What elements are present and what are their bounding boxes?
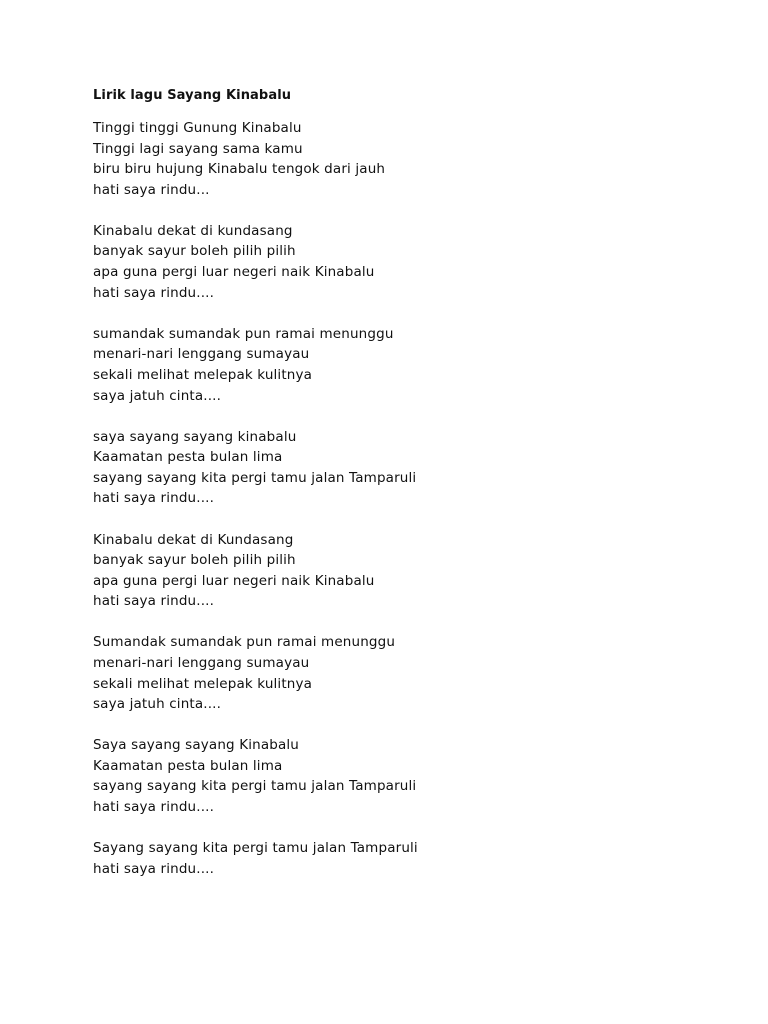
stanza-1 bbox=[93, 118, 693, 200]
lyric-line: saya sayang sayang kinabalu bbox=[93, 428, 297, 445]
stanza-4 bbox=[93, 427, 693, 509]
stanza-8 bbox=[93, 838, 693, 879]
lyric-line: banyak sayur boleh pilih pilih bbox=[93, 552, 296, 569]
lyric-line: hati saya rindu.... bbox=[93, 284, 215, 301]
lyric-line: hati saya rindu.... bbox=[93, 593, 215, 610]
lyric-line: sayang sayang kita pergi tamu jalan Tamparuli bbox=[93, 778, 417, 795]
lyric-line: menari-nari lenggang sumayau bbox=[93, 346, 310, 363]
lyric-line: Tinggi tinggi Gunung Kinabalu bbox=[93, 120, 302, 136]
lyric-line: apa guna pergi luar negeri naik Kinabalu bbox=[93, 572, 375, 589]
lyric-line: hati saya rindu.... bbox=[93, 490, 215, 507]
lyric-line: biru biru hujung Kinabalu tengok dari jauh bbox=[93, 161, 386, 178]
lyrics-content bbox=[93, 86, 693, 900]
lyric-line: menari-nari lenggang sumayau bbox=[93, 654, 310, 671]
lyric-line: Tinggi lagi sayang sama kamu bbox=[93, 140, 303, 157]
lyric-line: saya jatuh cinta.... bbox=[93, 696, 222, 713]
lyric-line: Sayang sayang kita pergi tamu jalan Tamparuli bbox=[93, 840, 418, 857]
stanza-7 bbox=[93, 735, 693, 817]
lyric-line: hati saya rindu.... bbox=[93, 799, 215, 816]
lyric-line: hati saya rindu.... bbox=[93, 860, 215, 877]
document-title: Lirik lagu Sayang Kinabalu bbox=[93, 88, 292, 103]
lyric-line: Kaamatan pesta bulan lima bbox=[93, 757, 283, 774]
stanza-5 bbox=[93, 530, 693, 612]
lyric-line: Kinabalu dekat di kundasang bbox=[93, 222, 293, 239]
lyric-line: apa guna pergi luar negeri naik Kinabalu bbox=[93, 264, 375, 281]
lyric-line: hati saya rindu... bbox=[93, 181, 210, 198]
lyric-line: Sumandak sumandak pun ramai menunggu bbox=[93, 634, 396, 651]
lyric-line: Kaamatan pesta bulan lima bbox=[93, 449, 283, 466]
lyric-line: banyak sayur boleh pilih pilih bbox=[93, 243, 296, 260]
lyric-line: Kinabalu dekat di Kundasang bbox=[93, 531, 294, 548]
lyric-line: saya jatuh cinta.... bbox=[93, 387, 222, 404]
stanza-6 bbox=[93, 632, 693, 714]
lyric-line: Saya sayang sayang Kinabalu bbox=[93, 737, 299, 754]
lyric-line: sekali melihat melepak kulitnya bbox=[93, 675, 313, 692]
stanza-3 bbox=[93, 324, 693, 406]
lyric-line: sekali melihat melepak kulitnya bbox=[93, 366, 313, 383]
lyric-line: sayang sayang kita pergi tamu jalan Tamparuli bbox=[93, 469, 417, 486]
lyric-line: sumandak sumandak pun ramai menunggu bbox=[93, 325, 394, 342]
stanza-2 bbox=[93, 221, 693, 303]
